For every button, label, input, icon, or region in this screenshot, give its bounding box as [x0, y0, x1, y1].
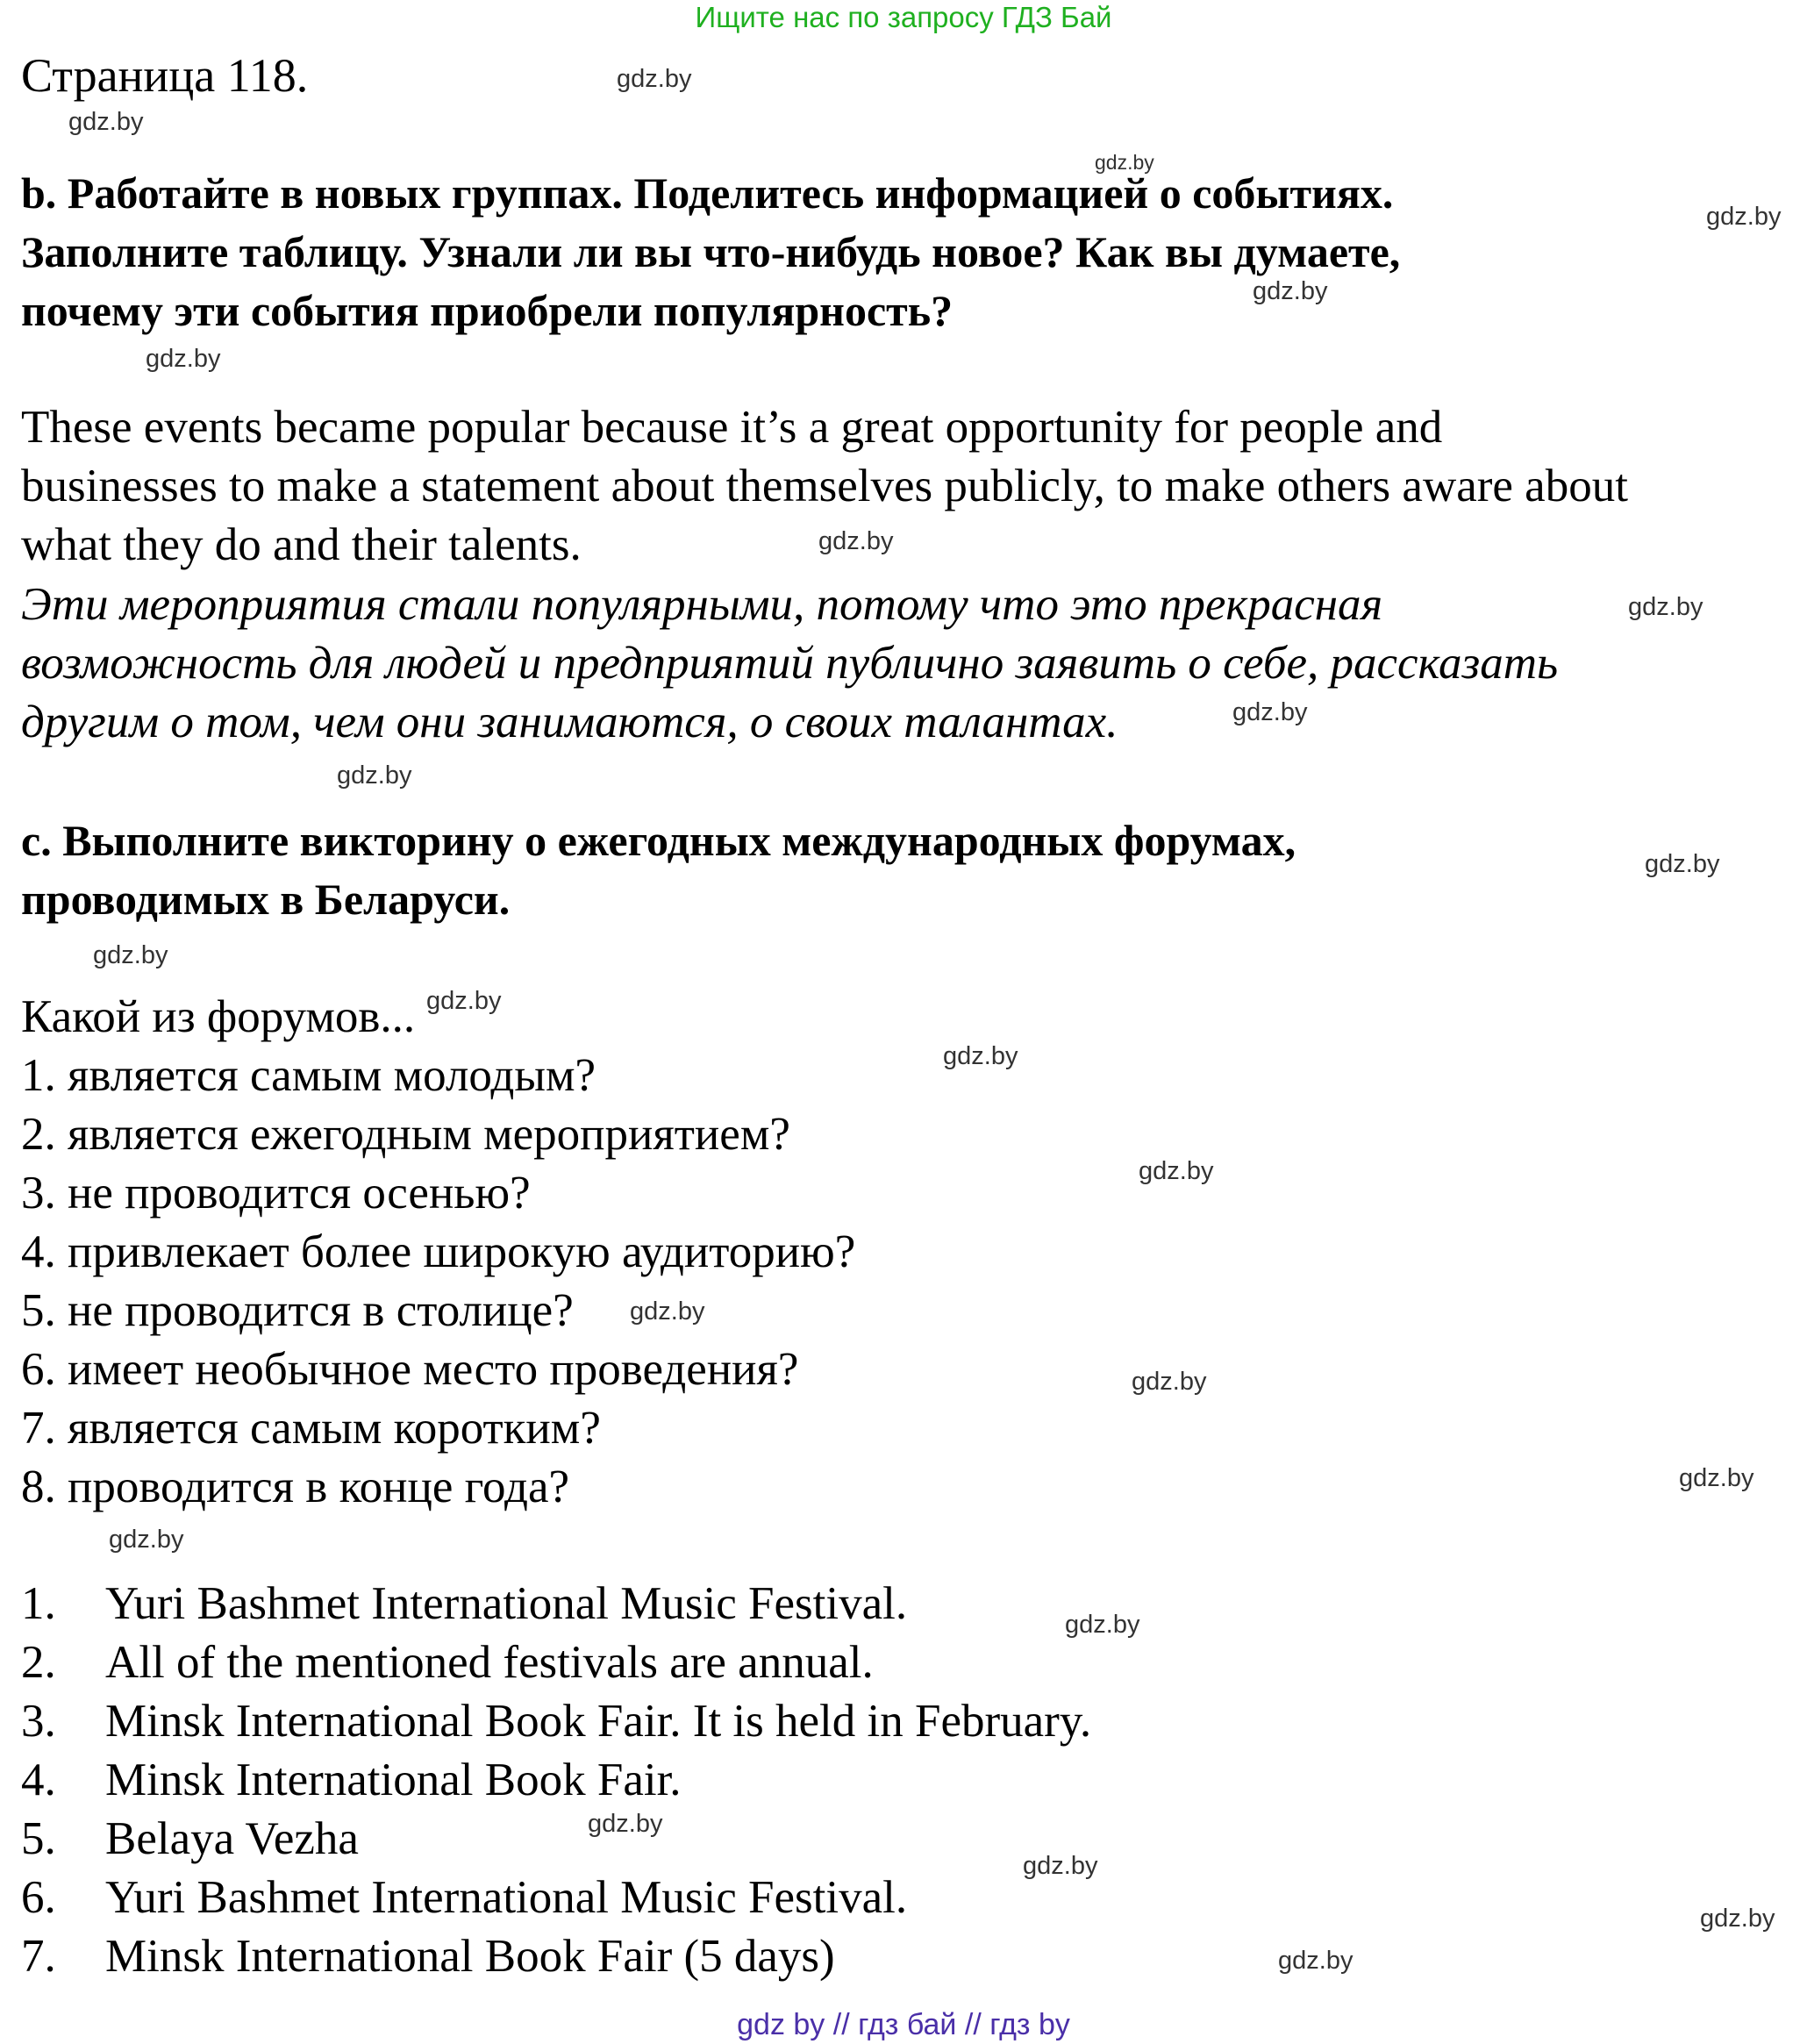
task-c-heading: [21, 811, 1688, 929]
quiz-question: 7. является самым коротким?: [21, 1403, 601, 1454]
quiz-question: 4. привлекает более широкую аудиторию?: [21, 1226, 856, 1277]
watermark: gdz.by: [1645, 850, 1720, 878]
watermark: gdz.by: [426, 987, 502, 1015]
quiz-answer-number: 1.: [21, 1578, 56, 1629]
quiz-intro: Какой из форумов...: [21, 991, 416, 1042]
quiz-answer-text: Belaya Vezha: [105, 1813, 359, 1864]
quiz-answer: [21, 1927, 1091, 1986]
quiz-question: 8. проводится в конце года?: [21, 1462, 570, 1512]
watermark: gdz.by: [1706, 203, 1782, 231]
watermark: gdz.by: [1065, 1611, 1140, 1639]
quiz-question: 5. не проводится в столице?: [21, 1285, 574, 1336]
quiz-answer: [21, 1810, 1091, 1869]
search-banner: Ищите нас по запросу ГДЗ Бай: [695, 1, 1112, 33]
page-title: Страница 118.: [21, 49, 309, 102]
quiz-answer-text: Minsk International Book Fair (5 days): [105, 1931, 835, 1982]
answer-english-line: businesses to make a statement about themselves publicly, to make others aware about: [21, 461, 1628, 511]
quiz-answer: [21, 1633, 1091, 1692]
task-b-heading: [21, 164, 1688, 340]
watermark: gdz.by: [1278, 1947, 1353, 1975]
quiz-answer-text: Minsk International Book Fair.: [105, 1755, 682, 1805]
answer-english-line: what they do and their talents.: [21, 519, 582, 570]
quiz-answer-number: 3.: [21, 1696, 56, 1747]
watermark: gdz.by: [109, 1526, 184, 1554]
watermark: gdz.by: [146, 345, 221, 373]
watermark: gdz.by: [1232, 698, 1308, 726]
task-b-line: почему эти события приобрели популярность?: [21, 286, 953, 335]
watermark: gdz.by: [1139, 1157, 1214, 1185]
quiz-answer: [21, 1751, 1091, 1810]
watermark: gdz.by: [1628, 593, 1703, 621]
watermark: gdz.by: [1095, 151, 1154, 174]
quiz-answer-number: 6.: [21, 1872, 56, 1923]
task-b-line: b. Работайте в новых группах. Поделитесь информацией о событиях.: [21, 168, 1394, 218]
watermark: gdz.by: [93, 941, 168, 969]
quiz-answer-text: Minsk International Book Fair. It is held in February.: [105, 1696, 1092, 1747]
answer-russian-line: другим о том, чем они занимаются, о своих талантах.: [21, 697, 1118, 747]
watermark: gdz.by: [617, 65, 692, 93]
answer-english-line: These events became popular because it’s a great opportunity for people and: [21, 402, 1443, 453]
watermark: gdz.by: [68, 108, 144, 136]
quiz-answer-text: Yuri Bashmet International Music Festival.: [105, 1872, 908, 1923]
quiz-answer-number: 4.: [21, 1755, 56, 1805]
quiz-question: 2. является ежегодным мероприятием?: [21, 1109, 790, 1160]
watermark: gdz.by: [588, 1810, 663, 1838]
quiz-question-list: [21, 1047, 855, 1517]
answer-russian-line: возможность для людей и предприятий публично заявить о себе, рассказать: [21, 638, 1559, 689]
answer-english: [21, 398, 1767, 575]
quiz-answer-number: 5.: [21, 1813, 56, 1864]
watermark: gdz.by: [943, 1042, 1018, 1070]
quiz-answer-number: 7.: [21, 1931, 56, 1982]
task-c-line: проводимых в Беларуси.: [21, 875, 511, 924]
quiz-answer: [21, 1692, 1091, 1751]
watermark: gdz.by: [1700, 1905, 1775, 1933]
watermark: gdz.by: [1679, 1464, 1754, 1492]
quiz-question: 3. не проводится осенью?: [21, 1168, 531, 1219]
watermark: gdz.by: [1023, 1852, 1098, 1880]
quiz-question: 6. имеет необычное место проведения?: [21, 1344, 799, 1395]
watermark: gdz.by: [630, 1297, 705, 1326]
quiz-question: 1. является самым молодым?: [21, 1050, 596, 1101]
watermark: gdz.by: [1132, 1368, 1207, 1396]
answer-russian: [21, 575, 1767, 752]
watermark: gdz.by: [1253, 277, 1328, 305]
watermark: gdz.by: [337, 761, 412, 790]
quiz-answer: [21, 1575, 1091, 1633]
quiz-answer-text: Yuri Bashmet International Music Festival.: [105, 1578, 908, 1629]
task-b-line: Заполните таблицу. Узнали ли вы что-нибудь новое? Как вы думаете,: [21, 227, 1401, 276]
quiz-answer-text: All of the mentioned festivals are annual.: [105, 1637, 874, 1688]
quiz-answer-list: [21, 1575, 1091, 1986]
quiz-answer-number: 2.: [21, 1637, 56, 1688]
answer-russian-line: Эти мероприятия стали популярными, потому что это прекрасная: [21, 579, 1383, 630]
watermark: gdz.by: [818, 527, 894, 555]
footer-links: gdz by // гдз бай // гдз by: [737, 2008, 1070, 2041]
task-c-line: c. Выполните викторину о ежегодных международных форумах,: [21, 816, 1296, 865]
quiz-answer: [21, 1869, 1091, 1927]
